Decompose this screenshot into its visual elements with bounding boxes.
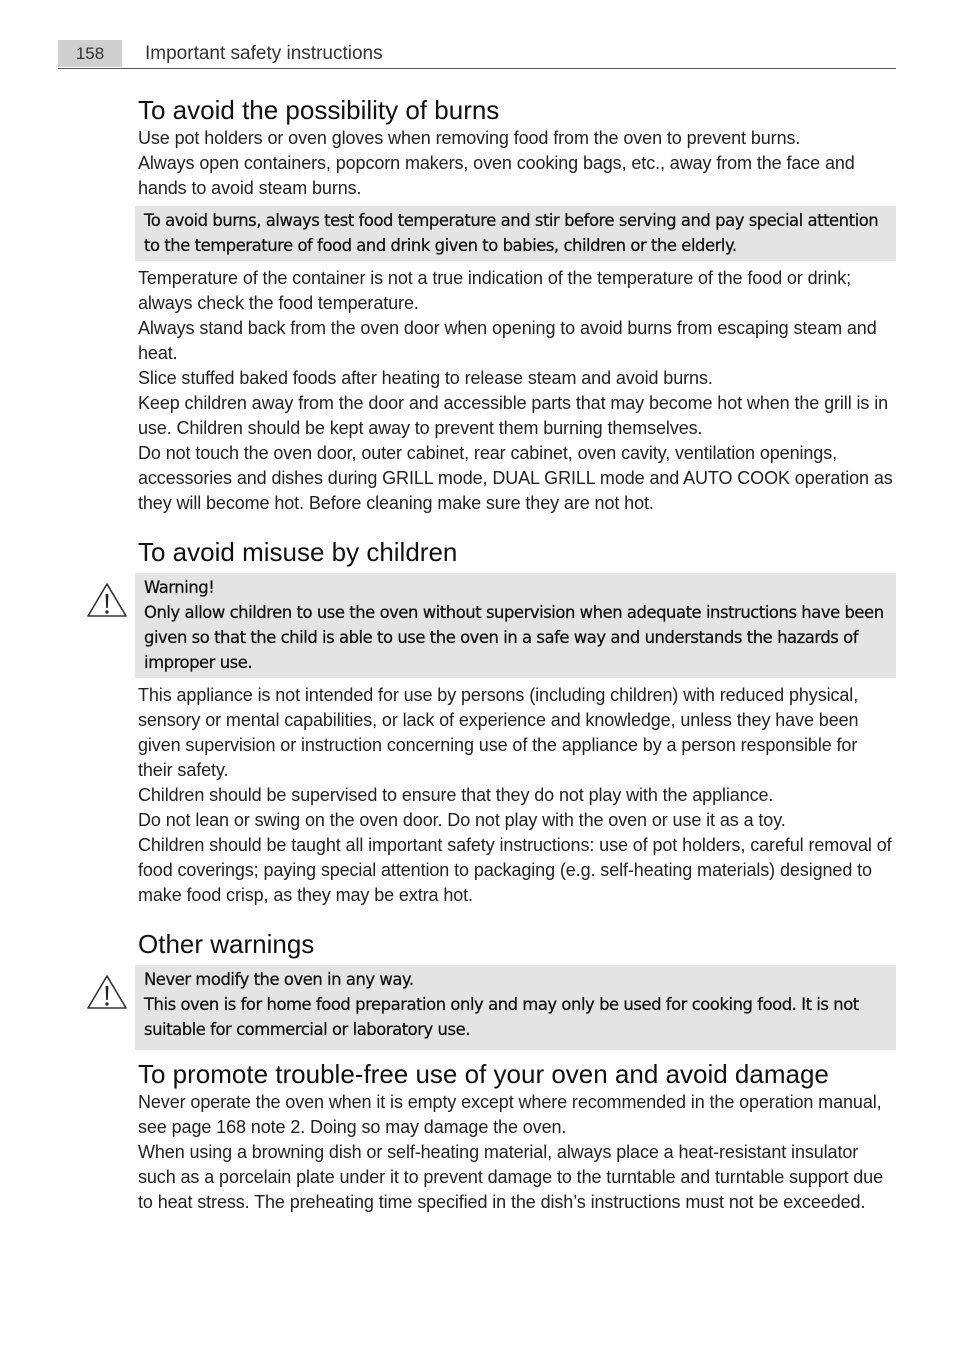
paragraph: Temperature of the container is not a true indication of the temperature of the food or drink; always check the food temperature. — [138, 268, 852, 313]
section-heading-avoid-damage: To promote trouble-free use of your oven and avoid damage — [138, 1059, 829, 1089]
paragraph: Children should be taught all important safety instructions: use of pot holders, careful removal of food coverings; paying special attention to packaging (e.g. self-heating materials) designed to make food crisp, as they may be extra hot. — [138, 835, 892, 905]
section-heading-burns: To avoid the possibility of burns — [138, 95, 500, 125]
notice-box — [135, 206, 896, 261]
warning-box-wrap — [135, 965, 896, 1050]
paragraph: When using a browning dish or self-heating material, always place a heat-resistant insulator such as a porcelain plate under it to prevent damage to the turntable and turntable support due to heat stress. The preheating time specified in the dish’s instructions must not be exceeded. — [138, 1142, 884, 1212]
paragraph: Do not lean or swing on the oven door. Do not play with the oven or use it as a toy. — [138, 810, 786, 830]
warning-box — [135, 965, 896, 1050]
header-title: Important safety instructions — [145, 43, 383, 64]
paragraph: Children should be supervised to ensure that they do not play with the appliance. — [138, 785, 774, 805]
warning-text: This oven is for home food preparation only and may only be used for cooking food. It is not suitable for commercial or laboratory use. — [144, 995, 859, 1039]
page-header — [58, 40, 896, 69]
warning-triangle-icon — [85, 973, 129, 1011]
paragraph: Always stand back from the oven door when opening to avoid burns from escaping steam and heat. — [138, 318, 877, 363]
paragraph: Do not touch the oven door, outer cabinet, rear cabinet, oven cavity, ventilation openings, accessories and dishes during GRILL mode, DUAL GRILL mode and AUTO COOK operation as they will become hot. Before cleaning make sure they are not hot. — [138, 443, 893, 513]
warning-box — [135, 573, 896, 678]
section-heading-children: To avoid misuse by children — [138, 537, 458, 567]
paragraph: Use pot holders or oven gloves when removing food from the oven to prevent burns. — [138, 128, 801, 148]
notice-box-wrap — [135, 206, 896, 261]
warning-box-wrap — [135, 573, 896, 678]
page-content — [138, 94, 896, 1215]
warning-triangle-icon — [85, 581, 129, 619]
paragraph: Keep children away from the door and accessible parts that may become hot when the grill is in use. Children should be kept away to prevent them burning themselves. — [138, 393, 889, 438]
section-heading-other-warnings: Other warnings — [138, 929, 315, 959]
paragraph: Always open containers, popcorn makers, oven cooking bags, etc., away from the face and hands to avoid steam burns. — [138, 153, 855, 198]
paragraph: Never operate the oven when it is empty except where recommended in the operation manual, see page 168 note 2. Doing so may damage the oven. — [138, 1092, 882, 1137]
paragraph: This appliance is not intended for use by persons (including children) with reduced physical, sensory or mental capabilities, or lack of experience and knowledge, unless they have been given supervision or instruction concerning use of the appliance by a person responsible for their safety. — [138, 685, 859, 780]
warning-title: Warning! — [144, 578, 215, 597]
paragraph: Slice stuffed baked foods after heating to release steam and avoid burns. — [138, 368, 713, 388]
page-number: 158 — [58, 40, 122, 67]
notice-text: To avoid burns, always test food temperature and stir before serving and pay special attention to the temperature of food and drink given to babies, children or the elderly. — [144, 211, 879, 255]
warning-text: Only allow children to use the oven without supervision when adequate instructions have been given so that the child is able to use the oven in a safe way and understands the hazards of improper use. — [144, 603, 884, 672]
warning-title: Never modify the oven in any way. — [144, 970, 414, 989]
